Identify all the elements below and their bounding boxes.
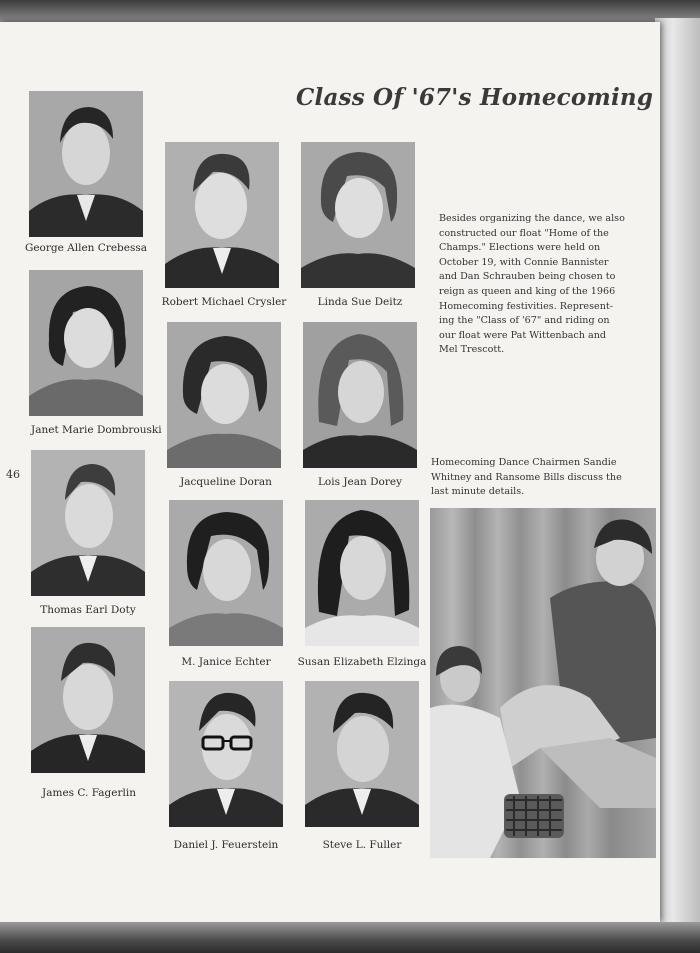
- female-portrait-image: [301, 142, 415, 288]
- story-line: and Dan Schrauben being chosen to: [439, 271, 616, 283]
- portrait-caption: Daniel J. Feuerstein: [173, 839, 279, 851]
- male-portrait-image: [305, 681, 419, 827]
- page-number: 46: [6, 468, 20, 481]
- story-line: Homecoming festivities. Represent-: [439, 300, 613, 312]
- portrait-photo: [169, 500, 283, 646]
- page-title: Class Of '67's Homecoming: [296, 84, 654, 111]
- portrait-caption: Linda Sue Deitz: [317, 296, 403, 308]
- top-background: [0, 0, 700, 22]
- bottom-background: [0, 922, 700, 953]
- story-line: October 19, with Connie Bannister: [439, 256, 609, 268]
- portrait-photo: [301, 142, 415, 288]
- portrait-photo: [303, 322, 417, 468]
- portrait-caption: George Allen Crebessa: [24, 242, 148, 254]
- male-portrait-image: [29, 91, 143, 237]
- male-portrait-image: [31, 627, 145, 773]
- portrait-caption: Robert Michael Crysler: [161, 296, 287, 308]
- male-portrait-image: [169, 681, 283, 827]
- portrait-photo: [29, 270, 143, 416]
- portrait-caption: Janet Marie Dombrouski: [31, 424, 162, 436]
- portrait-caption: Steve L. Fuller: [322, 839, 402, 851]
- photo-caption-line: Homecoming Dance Chairmen Sandie: [431, 457, 617, 468]
- portrait-caption: Lois Jean Dorey: [317, 476, 403, 488]
- portrait-caption: Susan Elizabeth Elzinga: [297, 656, 427, 668]
- portrait-photo: [31, 450, 145, 596]
- story-line: Champs." Elections were held on: [439, 242, 601, 254]
- story-line: Mel Trescott.: [439, 344, 505, 356]
- page-edge: [655, 18, 700, 928]
- portrait-photo: [169, 681, 283, 827]
- portrait-photo: [31, 627, 145, 773]
- female-portrait-image: [169, 500, 283, 646]
- portrait-caption: M. Janice Echter: [181, 656, 271, 668]
- portrait-photo: [167, 322, 281, 468]
- portrait-photo: [29, 91, 143, 237]
- story-line: constructed our float "Home of the: [439, 227, 609, 239]
- portrait-photo: [165, 142, 279, 288]
- female-portrait-image: [29, 270, 143, 416]
- portrait-caption: Jacqueline Doran: [180, 476, 272, 488]
- female-portrait-image: [305, 500, 419, 646]
- story-line: Besides organizing the dance, we also: [439, 213, 625, 224]
- story-line: reign as queen and king of the 1966: [439, 285, 616, 297]
- male-portrait-image: [165, 142, 279, 288]
- female-portrait-image: [167, 322, 281, 468]
- photo-caption-line: last minute details.: [431, 486, 525, 498]
- homecoming-chairmen-photo: [430, 508, 656, 858]
- portrait-caption: James C. Fagerlin: [42, 787, 136, 799]
- male-portrait-image: [31, 450, 145, 596]
- story-line: ing the "Class of '67" and riding on: [439, 315, 610, 327]
- photo-caption: [431, 456, 621, 500]
- photo-caption-line: Whitney and Ransome Bills discuss the: [431, 471, 622, 483]
- female-portrait-image: [303, 322, 417, 468]
- portrait-caption: Thomas Earl Doty: [40, 604, 136, 616]
- story-text: [439, 212, 625, 358]
- portrait-photo: [305, 681, 419, 827]
- candid-photo: [430, 508, 656, 858]
- story-line: our float were Pat Wittenbach and: [439, 329, 607, 341]
- portrait-photo: [305, 500, 419, 646]
